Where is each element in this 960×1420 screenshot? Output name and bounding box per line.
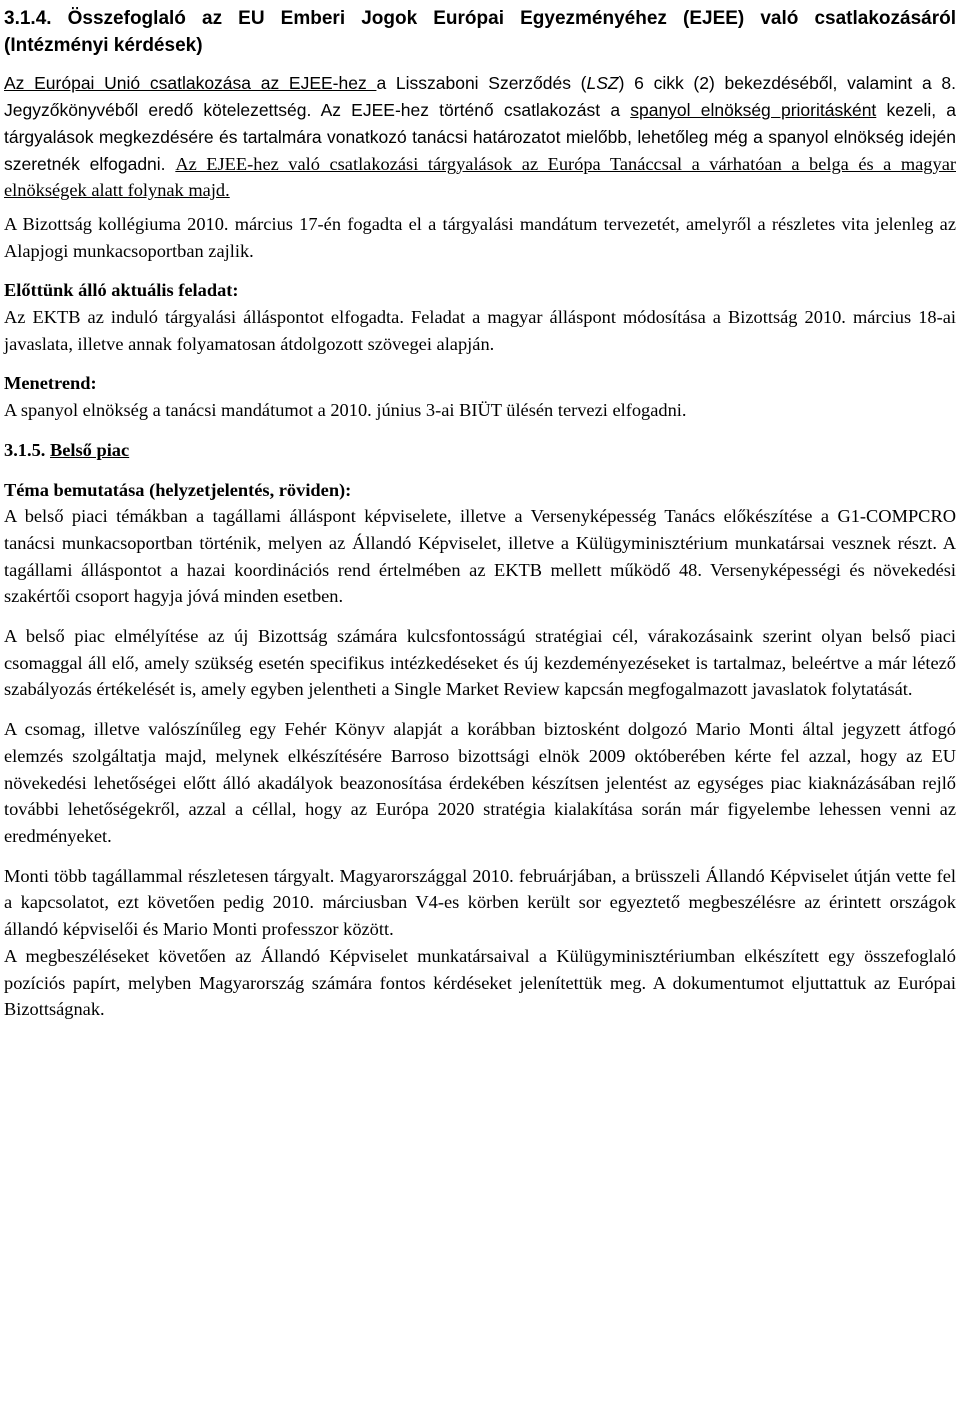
schedule-text: A spanyol elnökség a tanácsi mandátumot a 2010. június 3-ai BIÜT ülésén tervezi elfogadni. xyxy=(4,400,687,421)
negotiations-underlined: Az EJEE-hez való csatlakozási tárgyalások az Európa Tanáccsal a várhatóan a belga és a magyar elnökségek alatt folynak majd. xyxy=(4,153,956,201)
ejee-paragraph xyxy=(4,70,956,204)
internal-market-deepening-paragraph: A belső piac elmélyítése az új Bizottság számára kulcsfontosságú stratégiai cél, várakozásaink szerint olyan belső piaci csomaggal áll elő, amely szükség esetén specifikus intézkedéseket és új kezdeményezéseket is tartalmaz, beleértve a már létező szabályozás értékelését is, amely egyben jelentheti a Single Market Review kapcsán megfogalmazott javaslatok folytatását. xyxy=(4,626,956,700)
current-task-label: Előttünk álló aktuális feladat: xyxy=(4,280,239,301)
monti-report-paragraph: A csomag, illetve valószínűleg egy Fehér Könyv alapját a korábban biztosként dolgozó Mario Monti által jegyzett átfogó elemzés szolgáltatja majd, melynek elkészítésére Barroso bizottsági elnök 2009 októberében kérte fel azzal, hogy az EU növekedési lehetőségei előtt álló akadályok beazonosítása érdekében készítsen jelentést az egységes piac kiaknázásában rejlő további lehetőségekről, azzal a céllal, hogy az Európa 2020 stratégia kialakítása során már figyelembe lehessen venni az eredményeket. xyxy=(4,719,956,846)
commission-mandate-paragraph: A Bizottság kollégiuma 2010. március 17-én fogadta el a tárgyalási mandátum tervezetét, amelyről a részletes vita jelenleg az Alapjogi munkacsoportban zajlik. xyxy=(4,213,956,261)
ejee-lisbon-text: a Lisszaboni Szerződés ( xyxy=(376,73,587,94)
position-paper-paragraph: A megbeszéléseket követően az Állandó Képviselet munkatársaival a Külügyminisztériumban elkészített egy összefoglaló pozíciós papírt, melyben Magyarország számára fontos kérdéseket jelenítettük meg. A dokumentumot eljuttattuk az Európai Bizottságnak. xyxy=(4,945,956,1020)
topic-intro-label: Téma bemutatása (helyzetjelentés, röviden): xyxy=(4,479,352,500)
topic-intro-text: A belső piaci témákban a tagállami álláspont képviselete, illetve a Versenyképesség Tanács előkészítése a G1-COMPCRO tanácsi munkacsoportban történik, melyen az Állandó Képviselet, illetve a Külügyminisztérium munkatársai vesznek részt. A tagállami álláspontot a hazai koordinációs rend értelmében az EKTB mellett működő 48. Versenyképességi és növekedési szakértői csoport hagyja jóvá minden esetben. xyxy=(4,506,956,607)
internal-market-title: Belső piac xyxy=(49,439,130,460)
monti-consultations-paragraph: Monti több tagállammal részletesen tárgyalt. Magyarországgal 2010. februárjában, a brüsszeli Állandó Képviselet útján vette fel a kapcsolatot, ezt követően pedig 2010. márciusban V4-es körben került sor egyeztető megbeszélésre az érintett országok állandó képviselői és Mario Monti professzor között. xyxy=(4,865,956,940)
lsz-abbrev: LSZ xyxy=(586,73,619,94)
current-task-text: Az EKTB az induló tárgyalási álláspontot elfogadta. Feladat a magyar álláspont módosítása a Bizottság 2010. március 18-ai javaslata, illetve annak folyamatosan átdolgozott szövegei alapján. xyxy=(4,307,956,354)
schedule-label: Menetrend: xyxy=(4,373,97,394)
ejee-accession-underlined: Az Európai Unió csatlakozása az EJEE-hez xyxy=(4,73,377,94)
ejee-obligation-text: ) 6 cikk (2) bekezdéséből, valamint a 8. Jegyzőkönyvéből eredő kötelezettség. xyxy=(4,73,956,121)
section-3-1-4-title: 3.1.4. Összefoglaló az EU Emberi Jogok Európai Egyezményéhez (EJEE) való csatlakozásáról (Intézményi kérdések) xyxy=(4,8,956,56)
council-decision-text: kezeli, a tárgyalások megkezdésére és tartalmára vonatkozó tanácsi határozatot mielőbb, lehetőleg még a spanyol elnökség idején szeretnék elfogadni. xyxy=(4,100,956,174)
section-3-1-5-title: 3.1.5. Belső piac xyxy=(4,439,130,460)
ejee-accession-text: Az EJEE-hez történő csatlakozást a xyxy=(311,100,631,121)
spanish-presidency-priority: spanyol elnökség prioritásként xyxy=(630,100,877,121)
